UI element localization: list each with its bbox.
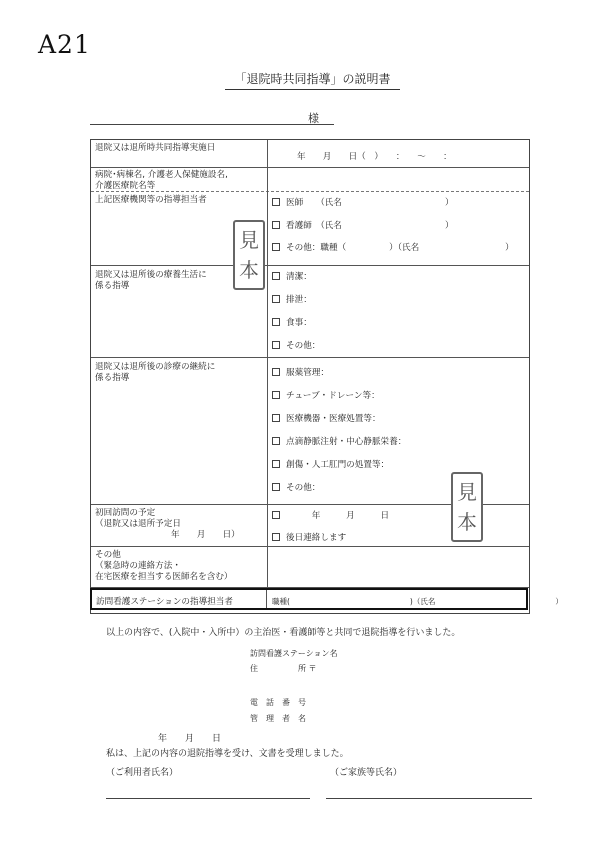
checkbox[interactable] xyxy=(272,243,280,251)
date-value: 年 月 日（ ） ： 〜 ： xyxy=(297,152,452,162)
life-option-meal[interactable] xyxy=(272,316,312,328)
care-option-medication[interactable] xyxy=(272,366,329,378)
stamp-char: 見 xyxy=(457,480,477,504)
facility-label-line: 介護医療院名等 xyxy=(95,181,156,191)
station-manager-label: 管 理 者 名 xyxy=(250,714,306,723)
first-visit-label-line: 初回訪問の予定 xyxy=(95,508,156,518)
option-text: 後日連絡します xyxy=(286,533,347,543)
life-label-line: 係る指導 xyxy=(95,281,130,291)
option-text: 医師 （氏名 ） xyxy=(286,198,454,208)
addressee-line xyxy=(90,124,334,125)
divider xyxy=(91,265,529,266)
staff-option-other[interactable] xyxy=(272,241,514,253)
other-label-line: 在宅医療を担当する医師名を含む） xyxy=(95,572,233,582)
other-label xyxy=(95,550,233,583)
column-divider xyxy=(266,590,267,608)
checkbox[interactable] xyxy=(272,511,280,519)
option-text: 点滴静脈注射・中心静脈栄養： xyxy=(286,437,407,447)
checkbox[interactable] xyxy=(272,533,280,541)
checkbox[interactable] xyxy=(272,221,280,229)
care-label-line: 係る指導 xyxy=(95,373,130,383)
form-code: A21 xyxy=(38,30,91,59)
other-label-line: その他 xyxy=(95,550,121,560)
acceptance-statement: 私は、上記の内容の退院指導を受け、文書を受理しました。 xyxy=(106,749,349,759)
first-visit-label-line: （退院又は退所予定日 xyxy=(95,519,181,529)
life-option-cleanliness[interactable] xyxy=(272,270,312,282)
station-name-label: 訪問看護ステーション名 xyxy=(250,649,338,658)
care-option-device[interactable] xyxy=(272,412,381,424)
checkbox[interactable] xyxy=(272,437,280,445)
column-divider xyxy=(267,140,268,587)
checkbox[interactable] xyxy=(272,460,280,468)
station-staff-value[interactable]: 職種( )（氏名 ） xyxy=(272,597,563,606)
checkbox[interactable] xyxy=(272,414,280,422)
option-text: 医療機器・医療処置等： xyxy=(286,414,381,424)
option-text: 服薬管理： xyxy=(286,368,329,378)
checkbox[interactable] xyxy=(272,198,280,206)
checkbox[interactable] xyxy=(272,318,280,326)
sample-stamp xyxy=(233,220,265,290)
addressee-suffix: 様 xyxy=(308,112,319,125)
option-text: 清潔： xyxy=(286,272,312,282)
care-guidance-label xyxy=(95,362,215,384)
option-text: 食事： xyxy=(286,318,312,328)
option-text: 看護師 （氏名 ） xyxy=(286,221,454,231)
document-title: 「退院時共同指導」の説明書 xyxy=(225,70,400,90)
stamp-char: 本 xyxy=(239,258,259,282)
care-option-iv[interactable] xyxy=(272,435,406,447)
life-option-other[interactable] xyxy=(272,339,320,351)
stamp-char: 見 xyxy=(239,228,259,252)
user-signature-label: （ご利用者氏名） xyxy=(106,768,179,778)
checkbox[interactable] xyxy=(272,391,280,399)
care-option-other[interactable] xyxy=(272,481,320,493)
stamp-char: 本 xyxy=(457,510,477,534)
sample-stamp xyxy=(451,472,483,542)
station-phone-label: 電 話 番 号 xyxy=(250,698,306,707)
facility-label xyxy=(95,170,228,192)
checkbox[interactable] xyxy=(272,341,280,349)
option-text: その他： xyxy=(286,483,321,493)
option-text: その他：職種（ ）（氏名 ） xyxy=(286,243,514,253)
station-address-label: 住 所 〒 xyxy=(250,664,317,673)
joint-guidance-statement: 以上の内容で、(入院中・入所中）の主治医・看護師等と共同で退院指導を行いました。 xyxy=(106,628,461,638)
life-label-line: 退院又は退所後の療養生活に xyxy=(95,270,207,280)
staff-option-doctor[interactable] xyxy=(272,196,454,208)
family-signature-line[interactable] xyxy=(326,798,532,799)
life-guidance-label xyxy=(95,270,207,292)
staff-option-nurse[interactable] xyxy=(272,219,454,231)
date-label: 退院又は退所時共同指導実施日 xyxy=(95,143,216,153)
checkbox[interactable] xyxy=(272,295,280,303)
care-label-line: 退院又は退所後の診療の継続に xyxy=(95,362,216,372)
checkbox[interactable] xyxy=(272,368,280,376)
divider xyxy=(91,546,529,547)
care-option-wound[interactable] xyxy=(272,458,389,470)
care-option-tube[interactable] xyxy=(272,389,380,401)
date-line: 年 月 日 xyxy=(158,734,222,744)
divider xyxy=(91,357,529,358)
other-label-line: （緊急時の連絡方法・ xyxy=(95,561,181,571)
user-signature-line[interactable] xyxy=(106,798,310,799)
facility-label-line: 病院･病棟名, 介護老人保健施設名, xyxy=(95,170,228,180)
station-staff-label: 訪問看護ステーションの指導担当者 xyxy=(96,597,233,607)
guidance-form xyxy=(90,139,530,614)
option-text: 排泄： xyxy=(286,295,312,305)
first-visit-option-later[interactable] xyxy=(272,531,346,543)
checkbox[interactable] xyxy=(272,272,280,280)
option-text: その他： xyxy=(286,341,321,351)
checkbox[interactable] xyxy=(272,483,280,491)
option-text: 創傷・人工肛門の処置等： xyxy=(286,460,390,470)
family-signature-label: （ご家族等氏名） xyxy=(330,768,403,778)
first-visit-option-date[interactable] xyxy=(272,509,389,521)
staff-label: 上記医療機関等の指導担当者 xyxy=(95,195,207,205)
option-text: 年 月 日 xyxy=(286,511,390,521)
option-text: チューブ・ドレーン等： xyxy=(286,391,380,401)
divider xyxy=(91,167,529,168)
first-visit-label-line: 年 月 日） xyxy=(171,530,240,540)
life-option-excretion[interactable] xyxy=(272,293,312,305)
first-visit-label xyxy=(95,508,240,541)
station-staff-row xyxy=(90,588,563,610)
